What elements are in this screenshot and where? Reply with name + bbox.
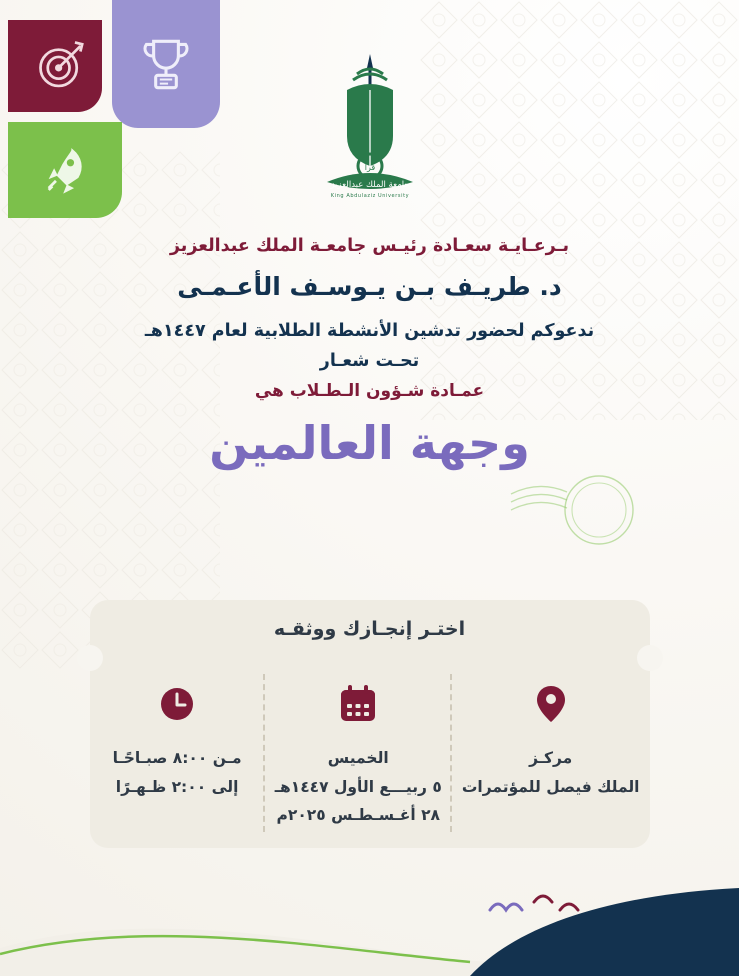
- time-line-2: إلى ٢:٠٠ ظـهـرًا: [115, 777, 239, 796]
- calendar-icon: [339, 684, 377, 728]
- map-pin-icon: [534, 684, 568, 728]
- under-slogan-label: تحـت شعـار: [319, 351, 420, 371]
- ticket-body: [90, 658, 650, 848]
- time-line-1: مـن ٨:٠٠ صبـاحًـا: [112, 749, 242, 767]
- trophy-icon: [133, 31, 199, 97]
- ticket-location-column: [452, 658, 650, 848]
- bird-marks-decoration: [486, 888, 616, 928]
- rocket-icon: [36, 141, 94, 199]
- location-line-2: الملك فيصل للمؤتمرات: [461, 777, 640, 796]
- target-tile: [8, 20, 102, 112]
- invitation-line: ندعوكم لحضور تدشين الأنشطة الطلابية لعام ١٤٤٧هـ: [144, 321, 595, 341]
- king-abdulaziz-university-logo-icon: [295, 48, 445, 198]
- svg-text:جامعة الملك عبدالعزيز: جامعة الملك عبدالعزيز: [329, 180, 410, 190]
- date-line-1: الخميس: [327, 749, 389, 767]
- date-line-2: ٥ ربيـــع الأول ١٤٤٧هـ: [274, 777, 442, 796]
- poster-content: [0, 236, 739, 473]
- stamp-decoration-icon: [501, 470, 651, 580]
- department-line: عمـادة شـؤون الـطـلاب هي: [254, 381, 485, 401]
- date-line-3: ٢٨ أغـسـطـس ٢٠٢٥م: [276, 806, 441, 825]
- bottom-wave-decoration: [0, 836, 739, 976]
- event-ticket: [90, 600, 650, 848]
- university-logo: [290, 48, 450, 198]
- rocket-tile: [8, 122, 122, 218]
- patron-line: بـرعـايـة سعـادة رئيـس جامعـة الملك عبدالعزيز: [169, 236, 570, 256]
- slogan-text: وجهة العالمين: [209, 416, 530, 470]
- svg-text:قرأ: قرأ: [364, 163, 375, 172]
- patron-name: د. طريـف بـن يـوسـف الأعـمـى: [177, 272, 562, 301]
- location-line-1: مركـز: [529, 749, 573, 767]
- svg-text:King Abdulaziz University: King Abdulaziz University: [330, 193, 409, 198]
- ticket-headline: اختـر إنجـازك ووثقـه: [90, 600, 650, 658]
- decorative-tiles: [0, 0, 230, 220]
- ticket-time-column: [90, 658, 265, 848]
- target-icon: [26, 37, 84, 95]
- clock-icon: [158, 684, 196, 728]
- ticket-date-column: [265, 658, 452, 848]
- trophy-tile: [112, 0, 220, 128]
